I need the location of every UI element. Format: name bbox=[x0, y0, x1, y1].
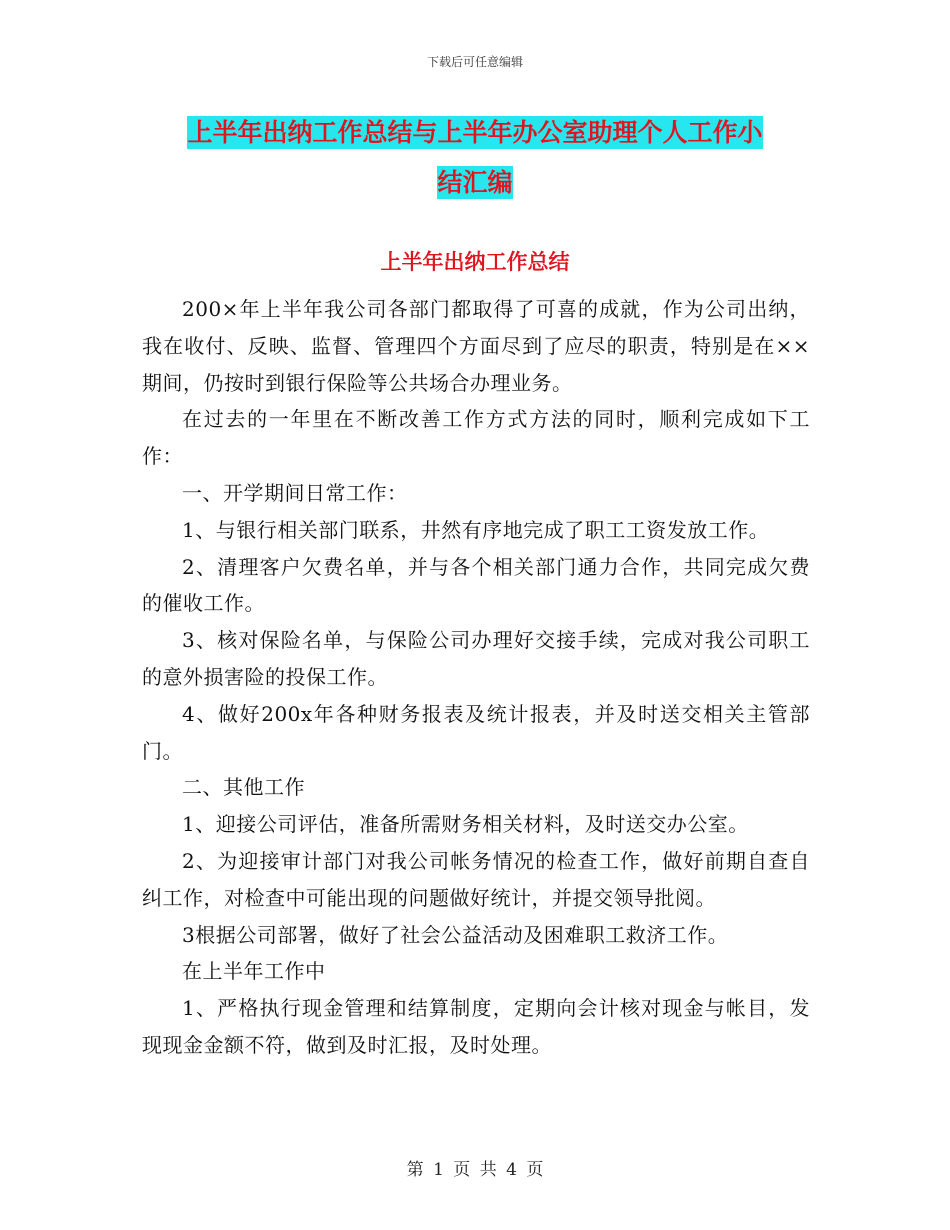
paragraph: 在上半年工作中 bbox=[182, 959, 326, 984]
document-title bbox=[140, 108, 810, 208]
paragraph: 2、清理客户欠费名单，并与各个相关部门通力合作，共同完成欠费的催收工作。 bbox=[142, 554, 810, 616]
paragraph: 在过去的一年里在不断改善工作方式方法的同时，顺利完成如下工作： bbox=[142, 407, 810, 469]
page-header-note: 下载后可任意编辑 bbox=[426, 55, 523, 69]
paragraph: 3、核对保险名单，与保险公司办理好交接手续，完成对我公司职工的意外损害险的投保工作。 bbox=[142, 628, 810, 689]
paragraph: 一、开学期间日常工作： bbox=[182, 480, 408, 505]
paragraph: 3根据公司部署，做好了社会公益活动及困难职工救济工作。 bbox=[182, 922, 729, 947]
document-title-line-2: 结汇编 bbox=[437, 168, 513, 197]
paragraph: 1、严格执行现金管理和结算制度，定期向会计核对现金与帐目，发现现金金额不符，做到及时汇报，及时处理。 bbox=[142, 996, 810, 1057]
paragraph: 1、与银行相关部门联系，井然有序地完成了职工工资发放工作。 bbox=[182, 517, 770, 542]
paragraph: 1、迎接公司评估，准备所需财务相关材料，及时送交办公室。 bbox=[182, 812, 749, 837]
paragraph: 4、做好200x年各种财务报表及统计报表，并及时送交相关主管部门。 bbox=[142, 701, 810, 763]
section-title: 上半年出纳工作总结 bbox=[380, 250, 570, 274]
document-title-line-1: 上半年出纳工作总结与上半年办公室助理个人工作小 bbox=[187, 118, 763, 147]
paragraph: 200×年上半年我公司各部门都取得了可喜的成就，作为公司出纳，我在收付、反映、监督、管理四个方面尽到了应尽的职责，特别是在××期间，仍按时到银行保险等公共场合办理业务。 bbox=[142, 297, 810, 395]
paragraph: 二、其他工作 bbox=[182, 775, 305, 800]
document-body bbox=[142, 291, 810, 1064]
page-number: 第 1 页 共 4 页 bbox=[406, 1160, 544, 1180]
paragraph: 2、为迎接审计部门对我公司帐务情况的检查工作，做好前期自查自纠工作，对检查中可能出现的问题做好统计，并提交领导批阅。 bbox=[142, 848, 810, 910]
